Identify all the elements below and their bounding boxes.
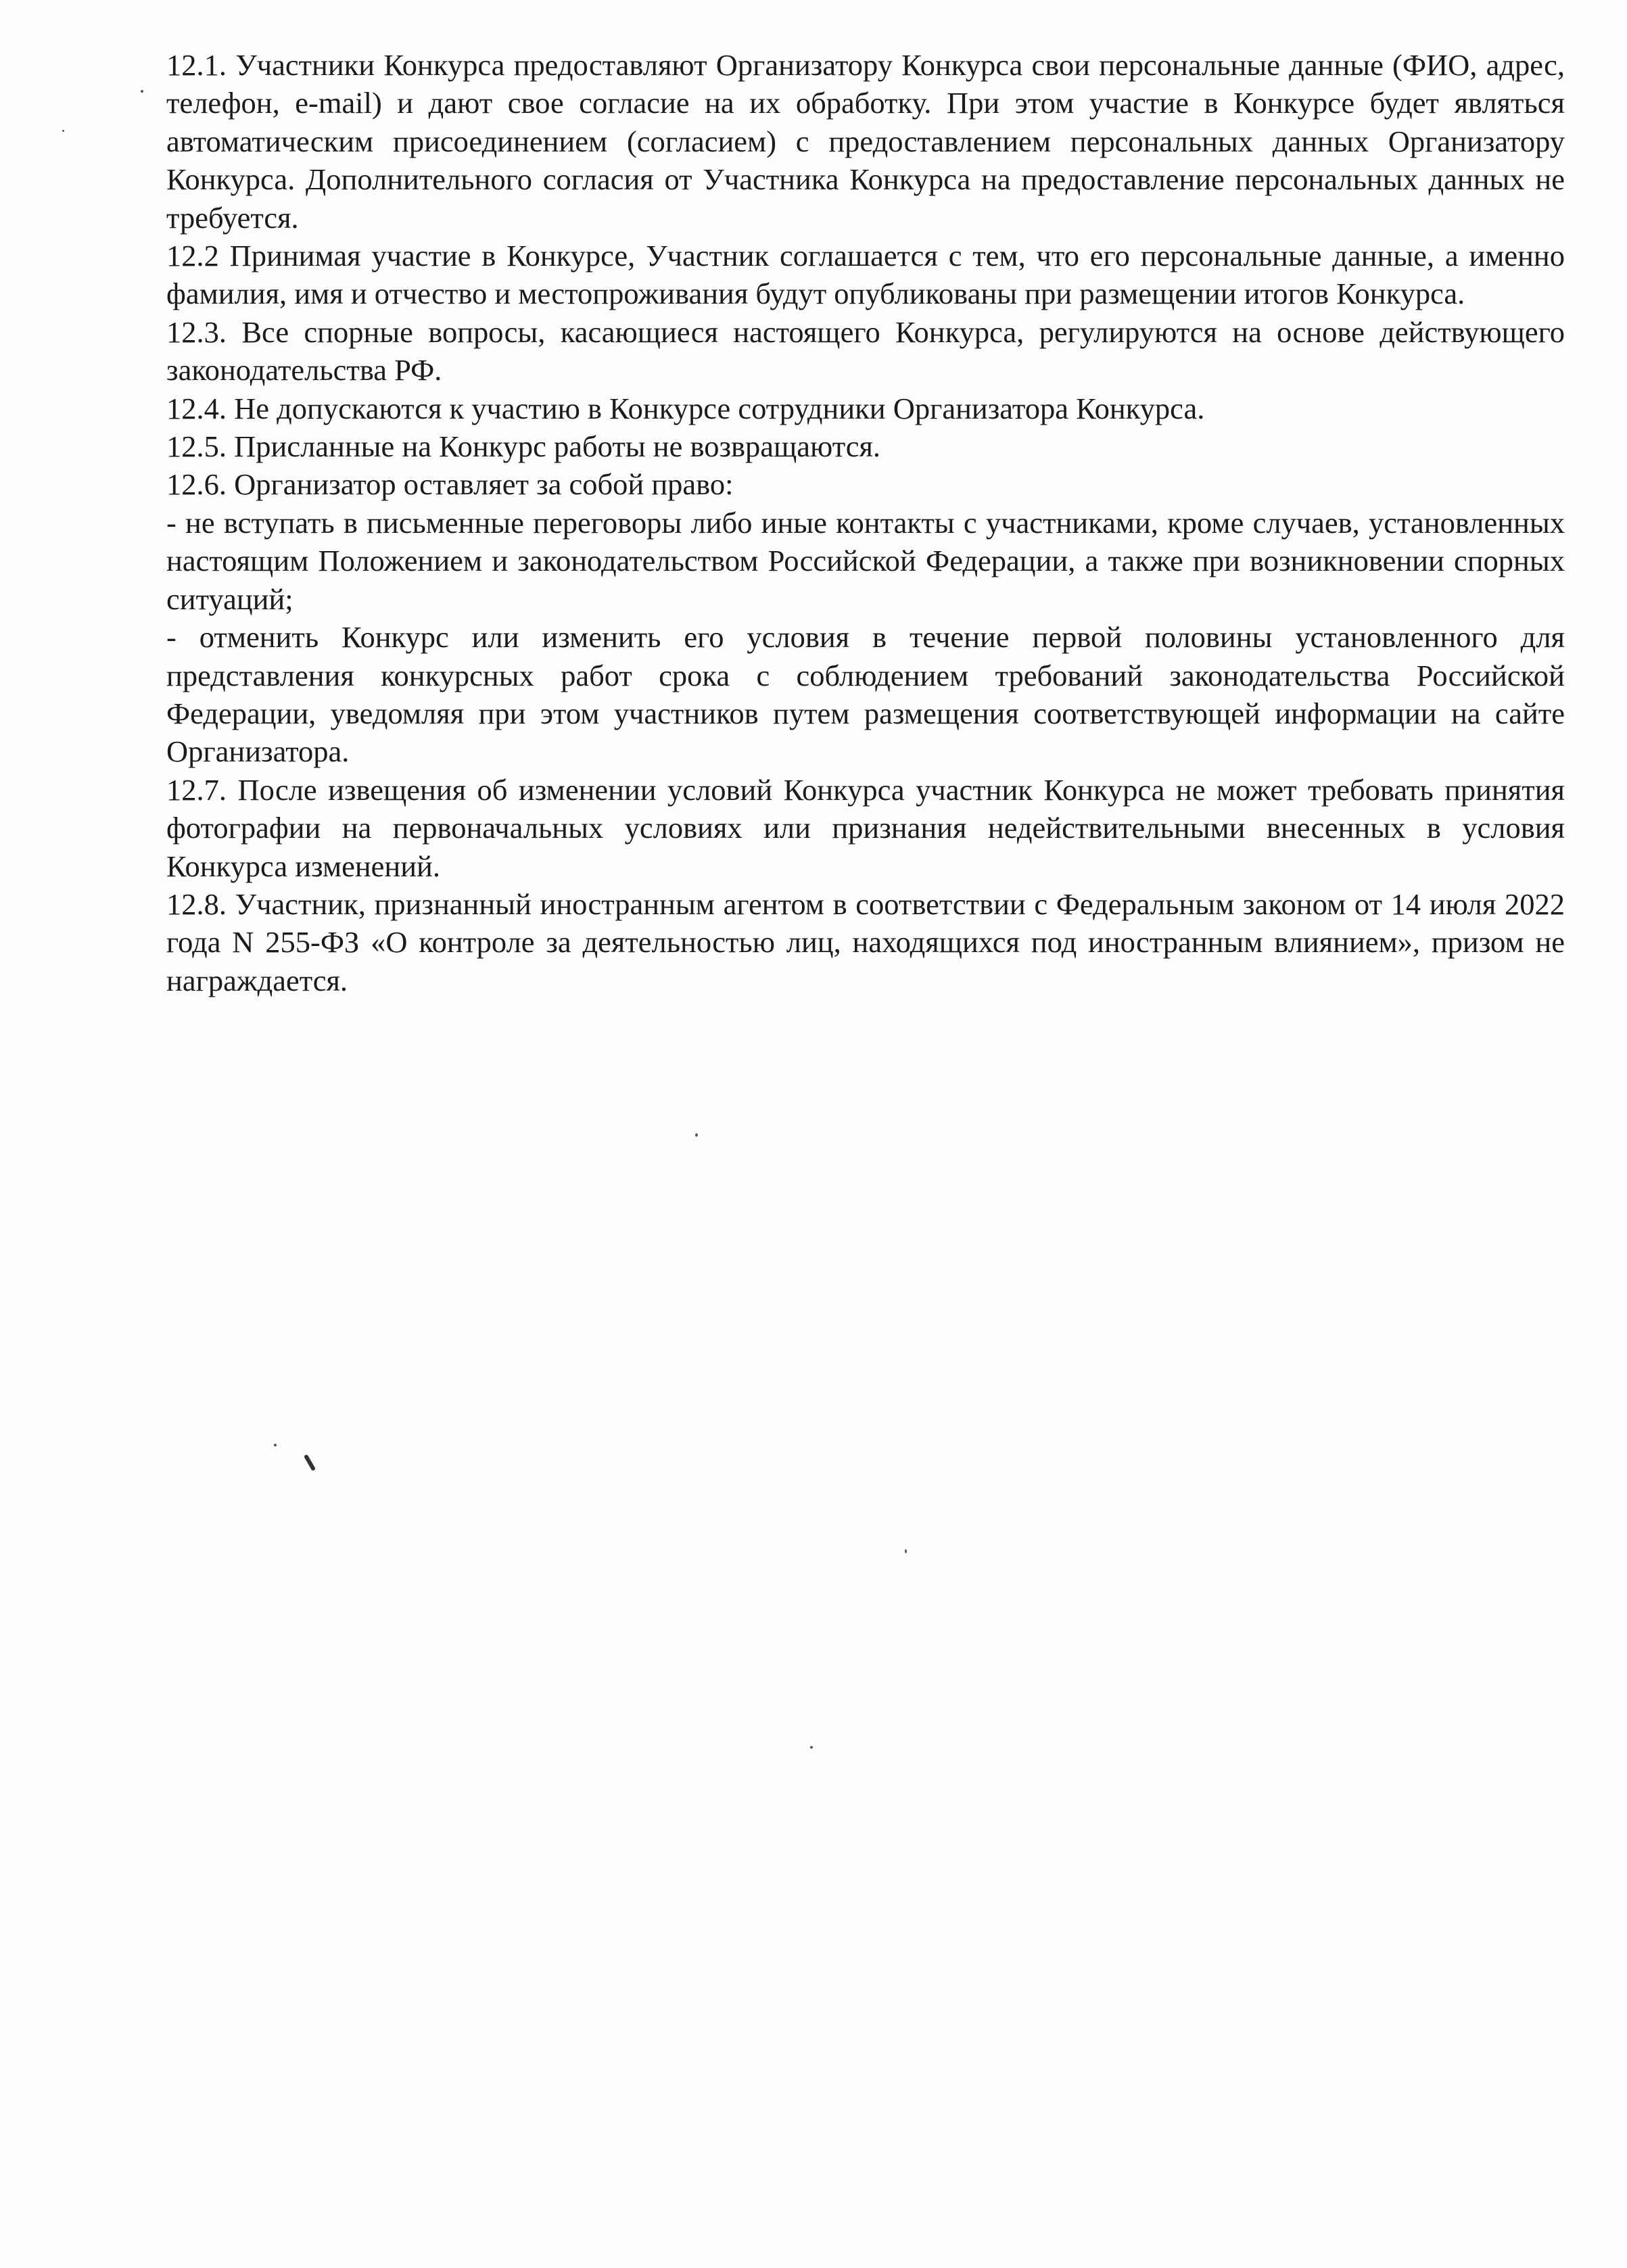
scan-speck	[274, 1444, 277, 1446]
scan-speck	[141, 90, 143, 93]
paragraph-12-6: 12.6. Организатор оставляет за собой право:	[166, 467, 734, 502]
paragraph-12-3: 12.3. Все спорные вопросы, касающиеся настоящего Конкурса, регулируются на основе действующего законодательства РФ.	[166, 314, 1565, 387]
paragraph-12-4: 12.4. Не допускаются к участию в Конкурсе сотрудники Организатора Конкурса.	[166, 391, 1205, 425]
paragraph-12-2: 12.2 Принимая участие в Конкурсе, Участник соглашается с тем, что его персональные данные, а именно фамилия, имя и отчество и местопроживания будут опубликованы при размещении итогов Конкурса.	[166, 239, 1565, 311]
document-body	[166, 46, 1565, 999]
paragraph-12-1: 12.1. Участники Конкурса предоставляют Организатору Конкурса свои персональные данные (ФИО, адрес, телефон, e-mail) и дают свое согласие на их обработку. При этом участие в Конкурсе будет являться автоматическим присоединением (согласием) с предоставлением персональных данных Организатору Конкурса. Дополнительного согласия от Участника Конкурса на предоставление персональных данных не требуется.	[166, 48, 1565, 235]
scan-speck	[62, 130, 64, 132]
scan-speck	[695, 1133, 698, 1137]
paragraph-12-7: 12.7. После извещения об изменении условий Конкурса участник Конкурса не может требовать принятия фотографии на первоначальных условиях или признания недействительными внесенных в условия Конкурса изменений.	[166, 772, 1565, 883]
paragraph-12-8: 12.8. Участник, признанный иностранным агентом в соответствии с Федеральным законом от 14 июля 2022 года N 255-ФЗ «О контроле за деятельностью лиц, находящихся под иностранным влиянием», призом не награждается.	[166, 887, 1565, 997]
scan-speck	[810, 1746, 813, 1749]
paragraph-12-6-item-2: - отменить Конкурс или изменить его условия в течение первой половины установленного для представления конкурсных работ срока с соблюдением требований законодательства Российской Федерации, уведомляя при этом участников путем размещения соответствующей информации на сайте Организатора.	[166, 620, 1565, 769]
paragraph-12-6-item-1: - не вступать в письменные переговоры либо иные контакты с участниками, кроме случаев, установленных настоящим Положением и законодательством Российской Федерации, а также при возникновении спорных ситуаций;	[166, 505, 1565, 616]
paragraph-12-5: 12.5. Присланные на Конкурс работы не возвращаются.	[166, 429, 881, 464]
scan-speck	[304, 1454, 316, 1471]
scan-speck	[905, 1549, 907, 1553]
